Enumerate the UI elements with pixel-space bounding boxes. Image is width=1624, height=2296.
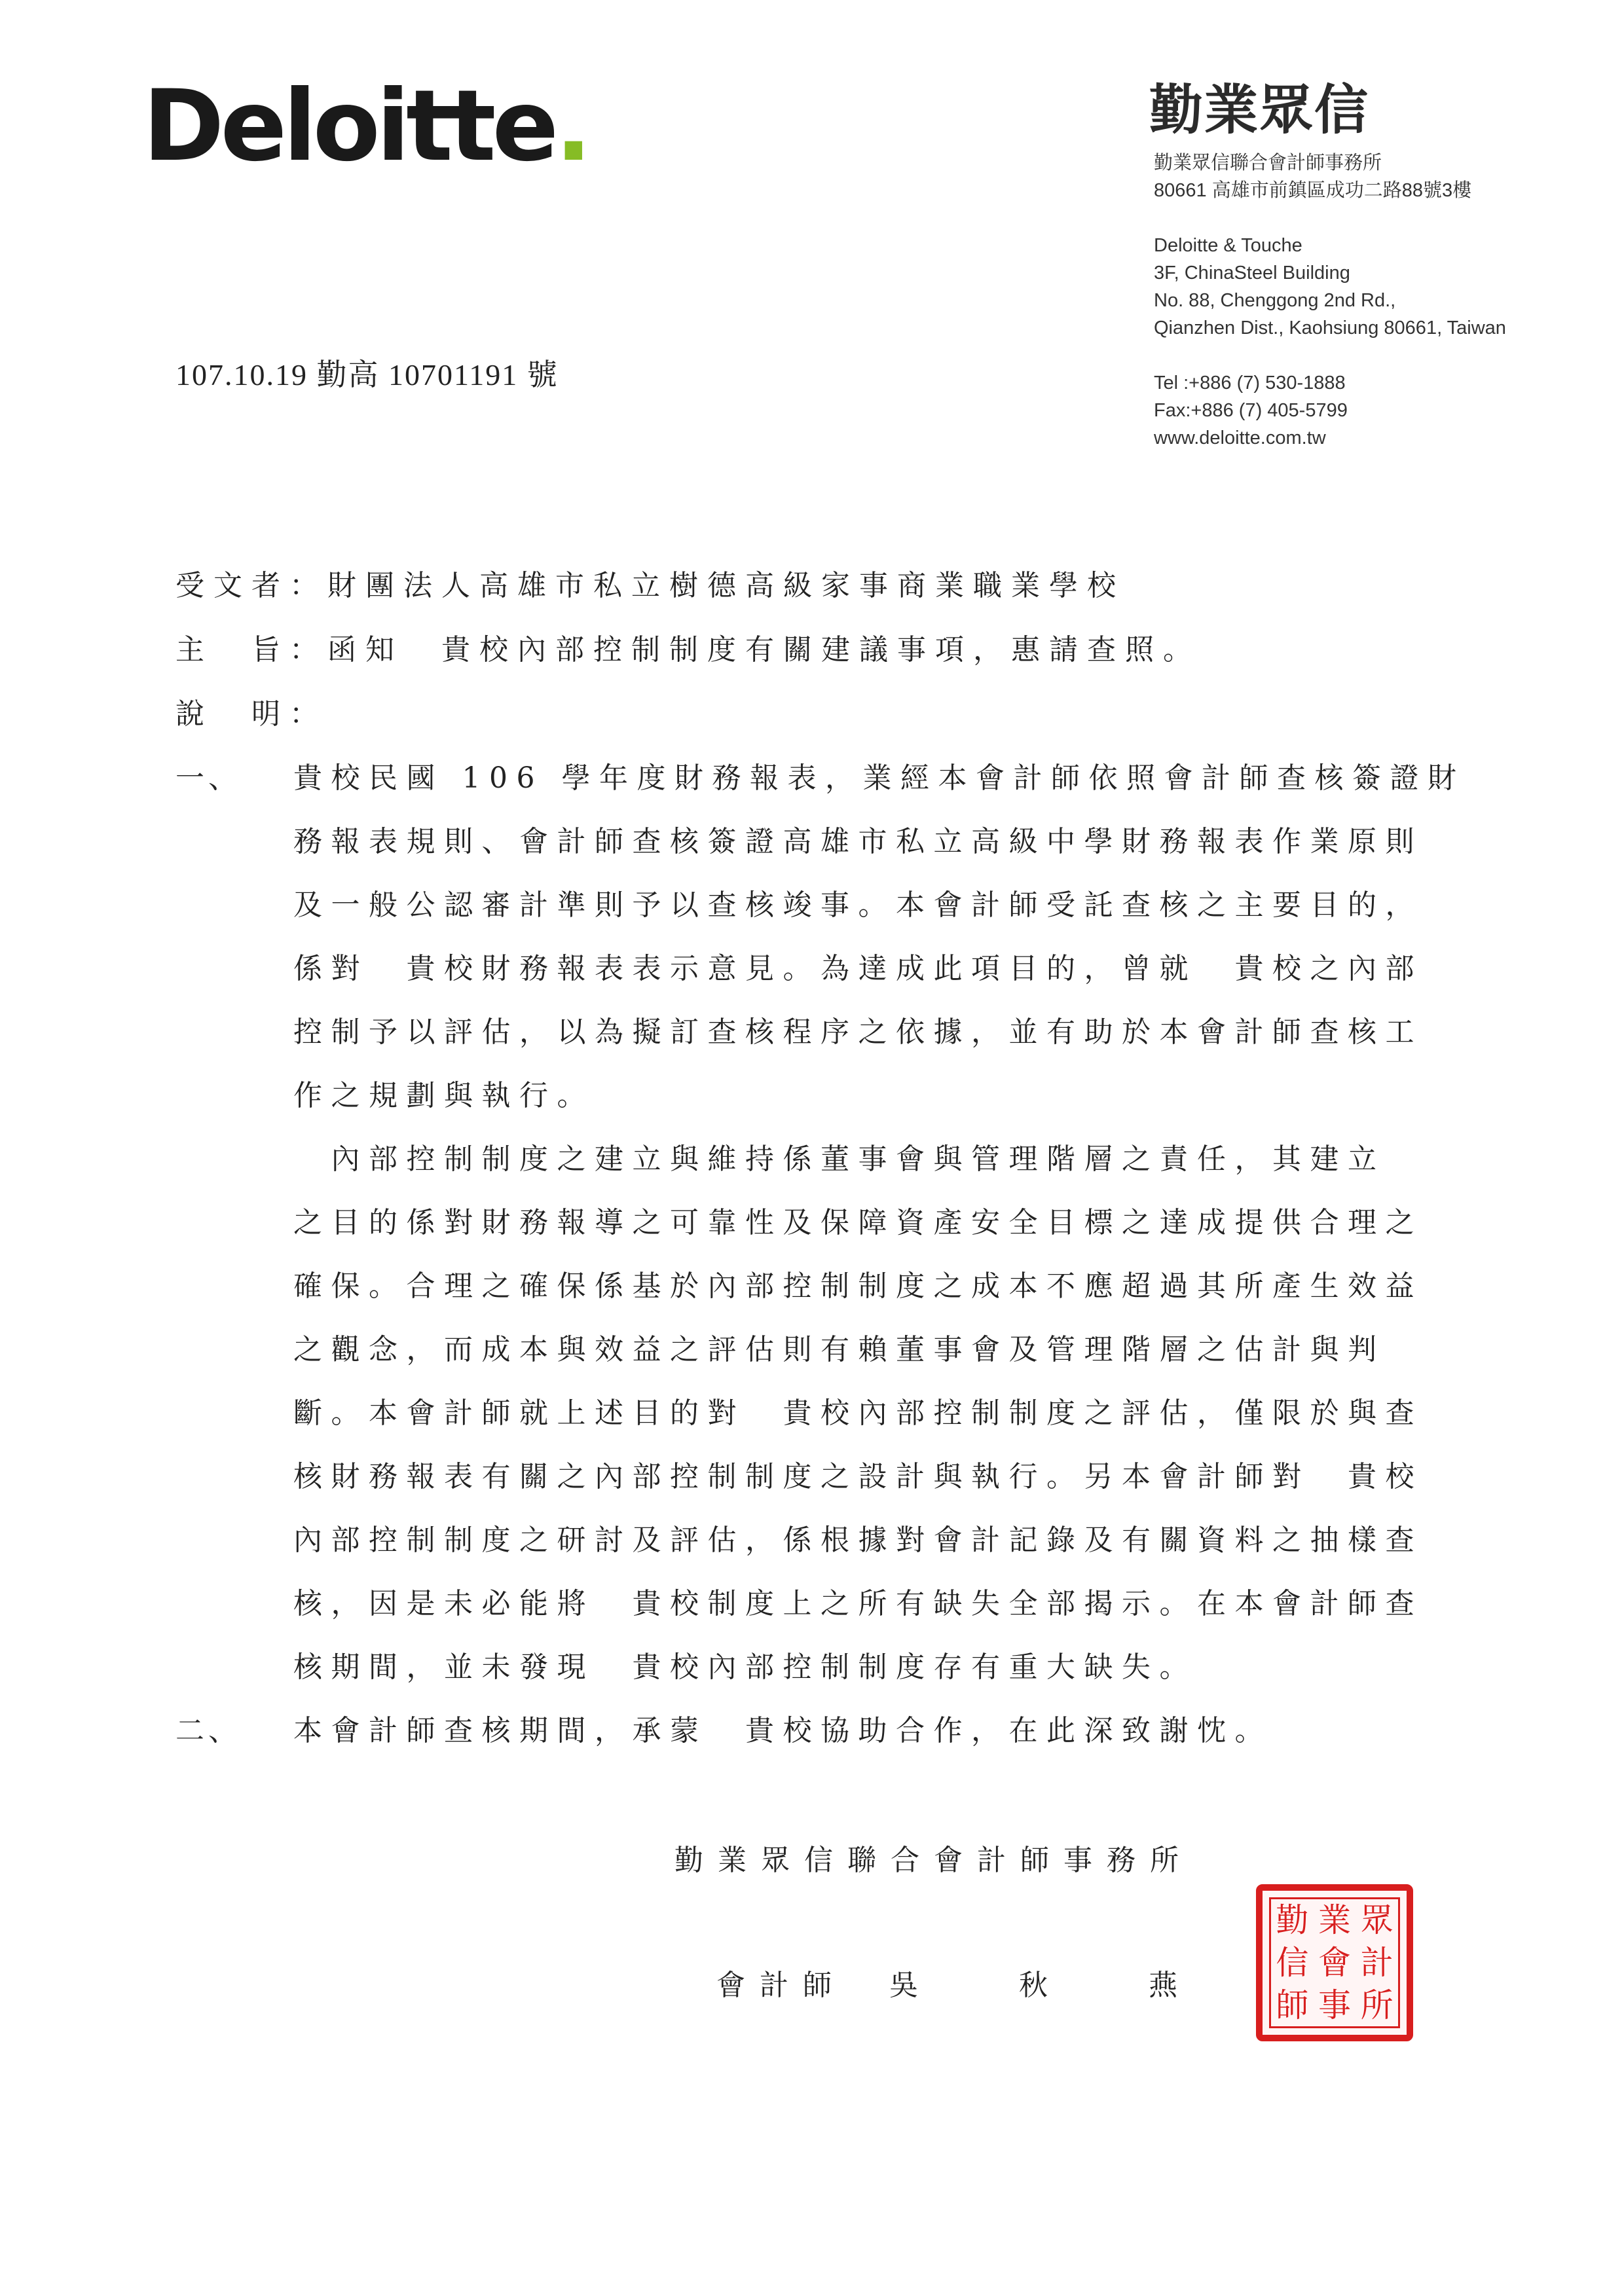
address-en-line: 3F, ChinaSteel Building <box>1154 263 1350 283</box>
logo-text: Deloitte <box>143 69 555 183</box>
body-line: 及一般公認審計準則予以查核竣事。本會計師受託查核之主要目的， <box>293 888 1423 922</box>
seal-char: 信 <box>1276 1943 1309 1982</box>
body-line: 之目的係對財務報導之可靠性及保障資產安全目標之達成提供合理之 <box>293 1206 1423 1239</box>
body-line: 本會計師查核期間，承蒙 貴校協助合作，在此深致謝忱。 <box>293 1714 1272 1747</box>
company-seal-stamp <box>1256 1884 1413 2041</box>
seal-char: 眾 <box>1360 1901 1393 1940</box>
body-line: 斷。本會計師就上述目的對 貴校內部控制制度之評估，僅限於與查 <box>293 1396 1423 1430</box>
address-en-line: Qianzhen Dist., Kaohsiung 80661, Taiwan <box>1154 318 1506 338</box>
body-line: 務報表規則、會計師查核簽證高雄市私立高級中學財務報表作業原則 <box>293 825 1423 858</box>
seal-char: 計 <box>1360 1943 1393 1982</box>
body-line: 核期間，並未發現 貴校內部控制制度存有重大缺失。 <box>293 1650 1197 1684</box>
body-line: 確保。合理之確保係基於內部控制制度之成本不應超過其所產生效益 <box>293 1269 1423 1303</box>
body-line: 作之規劃與執行。 <box>293 1079 595 1112</box>
contact-website: www.deloitte.com.tw <box>1154 428 1326 448</box>
seal-char: 事 <box>1318 1986 1351 2024</box>
address-english <box>1154 232 1506 342</box>
seal-char: 會 <box>1318 1943 1351 1982</box>
address-chinese <box>1154 149 1471 204</box>
seal-char: 所 <box>1360 1986 1393 2024</box>
contact-fax: Fax:+886 (7) 405-5799 <box>1154 400 1348 421</box>
body-line: 內部控制制度之研討及評估，係根據對會計記錄及有關資料之抽樣查 <box>293 1523 1423 1557</box>
body-line: 之觀念，而成本與效益之評估則有賴董事會及管理階層之估計與判 <box>293 1333 1386 1366</box>
seal-char: 師 <box>1276 1986 1309 2024</box>
item-number: 二、 <box>175 1714 241 1747</box>
address-en-line: No. 88, Chenggong 2nd Rd., <box>1154 290 1396 311</box>
item-number: 一、 <box>175 761 241 795</box>
explanation-label: 說 明： <box>175 697 327 731</box>
seal-grid <box>1269 1897 1400 2028</box>
reference-number: 107.10.19 勤高 10701191 號 <box>175 358 559 392</box>
body-line: 貴校民國 106 學年度財務報表，業經本會計師依照會計師查核簽證財 <box>293 761 1466 795</box>
address-en-line: Deloitte & Touche <box>1154 235 1302 256</box>
address-cn-line: 80661 高雄市前鎮區成功二路88號3樓 <box>1154 180 1472 201</box>
body-line: 係對 貴校財務報表表示意見。為達成此項目的，曾就 貴校之內部 <box>293 952 1423 985</box>
seal-char: 勤 <box>1276 1901 1309 1940</box>
logo-dot: . <box>555 69 589 183</box>
firm-name: 勤業眾信聯合會計師事務所 <box>674 1844 1193 1877</box>
body-line: 核，因是未必能將 貴校制度上之所有缺失全部揭示。在本會計師查 <box>293 1587 1423 1620</box>
contact-block <box>1154 369 1348 452</box>
body-line: 控制予以評估，以為擬訂查核程序之依據，並有助於本會計師查核工 <box>293 1015 1423 1049</box>
subject-line: 主 旨：函知 貴校內部控制制度有關建議事項，惠請查照。 <box>175 633 1201 666</box>
address-cn-line: 勤業眾信聯合會計師事務所 <box>1154 153 1382 173</box>
seal-char: 業 <box>1318 1901 1351 1940</box>
body-line: 核財務報表有關之內部控制制度之設計與執行。另本會計師對 貴校 <box>293 1460 1423 1493</box>
brand-chinese-name: 勤業眾信 <box>1149 79 1370 141</box>
body-line: 內部控制制度之建立與維持係董事會與管理階層之責任，其建立 <box>293 1142 1386 1176</box>
recipient-line: 受文者：財團法人高雄市私立樹德高級家事商業職業學校 <box>175 569 1125 602</box>
contact-tel: Tel :+886 (7) 530-1888 <box>1154 373 1346 393</box>
accountant-name: 會計師 吳 秋 燕 <box>716 1969 1192 2002</box>
deloitte-logo <box>143 69 589 183</box>
